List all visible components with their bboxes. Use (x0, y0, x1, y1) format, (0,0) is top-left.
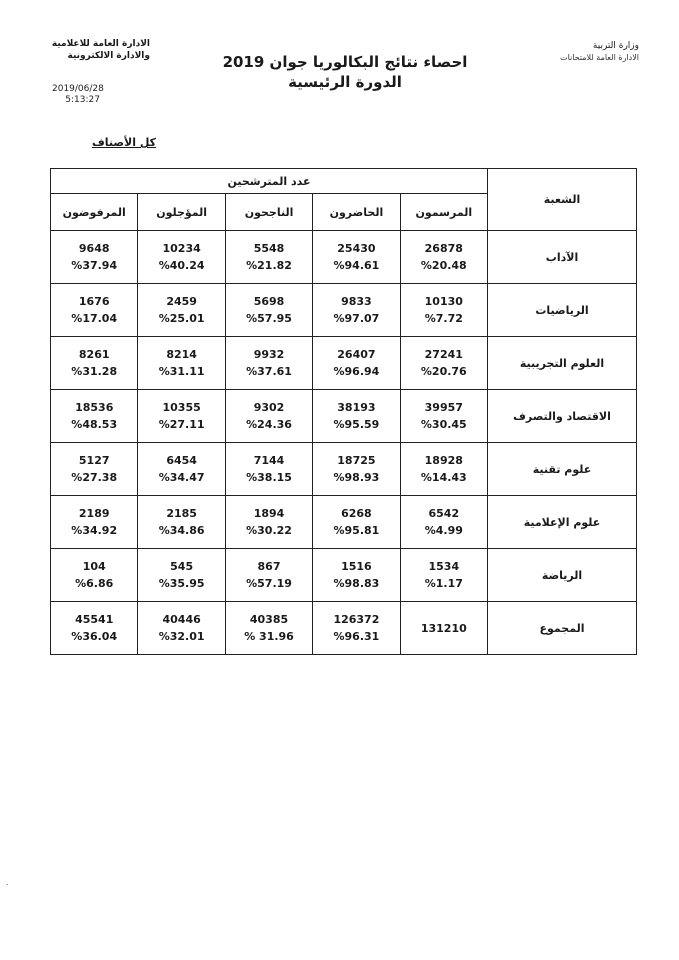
cell-percent: %6.86 (75, 577, 114, 590)
cell-percent: %57.19 (246, 577, 292, 590)
table-cell (51, 443, 138, 496)
cell-count: 9302 (253, 401, 285, 414)
cell-percent: %98.83 (333, 577, 380, 590)
issuer-left-line1: الادارة العامة للاعلامية (51, 39, 150, 49)
cell-count: 18725 (337, 454, 376, 467)
cell-count: 2459 (166, 295, 197, 308)
timestamp (52, 84, 104, 106)
cell-percent: %31.11 (158, 365, 205, 378)
cell-percent: %37.61 (246, 365, 292, 378)
cell-count: 9833 (341, 295, 372, 308)
branch-name: الرياضيات (488, 284, 637, 337)
table-cell (400, 337, 487, 390)
cell-percent: %27.38 (71, 471, 118, 484)
table-cell (313, 284, 400, 337)
cell-count: 38193 (337, 401, 376, 414)
branch-name: علوم الإعلامية (488, 496, 637, 549)
column-header: الحاضرون (313, 194, 400, 231)
cell-count: 45541 (75, 613, 114, 626)
cell-count: 1676 (78, 295, 110, 308)
document-subtitle: الدورة الرئيسية (288, 73, 402, 91)
cell-percent: %14.43 (420, 471, 467, 484)
table-cell (313, 549, 400, 602)
branch-column-header: الشعبة (488, 169, 637, 231)
table-cell (225, 284, 312, 337)
cell-percent: %30.45 (420, 418, 467, 431)
issuer-left-line2: والادارة الالكترونية (67, 51, 150, 61)
table-cell (138, 284, 225, 337)
branch-name: الرياضة (488, 549, 637, 602)
cell-percent: %32.01 (158, 630, 205, 643)
table-cell (400, 231, 487, 284)
cell-count: 9932 (253, 348, 285, 361)
table-cell (51, 390, 138, 443)
branch-name: الاقتصاد والتصرف (488, 390, 637, 443)
column-header: المرفوضون (51, 194, 138, 231)
cell-count: 40446 (162, 613, 201, 626)
cell-percent: %36.04 (71, 630, 118, 643)
column-header: المؤجلون (138, 194, 225, 231)
cell-percent: %96.31 (333, 630, 380, 643)
cell-percent: %40.24 (158, 259, 205, 272)
table-cell (51, 284, 138, 337)
cell-count: 8261 (78, 348, 110, 361)
table-cell (225, 549, 312, 602)
cell-percent: %25.01 (158, 312, 205, 325)
table-cell (51, 602, 138, 655)
table-cell (400, 443, 487, 496)
cell-count: 1516 (341, 560, 372, 573)
cell-count: 7144 (253, 454, 285, 467)
cell-count: 104 (82, 560, 106, 573)
branch-name: الآداب (488, 231, 637, 284)
cell-percent: %7.72 (424, 312, 463, 325)
cell-percent: %24.36 (246, 418, 292, 431)
table-cell (225, 390, 312, 443)
cell-percent: %31.28 (71, 365, 118, 378)
cell-count: 39957 (424, 401, 463, 414)
cell-count: 25430 (337, 242, 376, 255)
table-cell (313, 390, 400, 443)
cell-count: 18536 (75, 401, 114, 414)
table-cell (51, 496, 138, 549)
cell-percent: %38.15 (246, 471, 292, 484)
cell-count: 126372 (333, 613, 380, 626)
cell-percent: %97.07 (333, 312, 380, 325)
table-row (51, 443, 637, 496)
cell-count: 40385 (249, 613, 289, 626)
cell-percent: %95.81 (333, 524, 380, 537)
cell-percent: %21.82 (246, 259, 292, 272)
results-table (50, 168, 637, 655)
document-title: احصاء نتائج البكالوريا جوان 2019 (222, 53, 468, 71)
cell-count: 545 (170, 560, 194, 573)
print-date: 2019/06/28 (52, 84, 104, 94)
issuer-left (30, 38, 150, 62)
table-cell (138, 390, 225, 443)
cell-count: 131210 (420, 621, 467, 635)
table-cell (225, 337, 312, 390)
document-title-block (160, 52, 530, 92)
cell-percent: %35.95 (158, 577, 205, 590)
cell-count: 27241 (424, 348, 463, 361)
table-cell (138, 231, 225, 284)
cell-percent: %27.11 (158, 418, 205, 431)
table-cell (313, 337, 400, 390)
table-row (51, 549, 637, 602)
cell-count: 5127 (78, 454, 110, 467)
cell-percent: %1.17 (424, 577, 463, 590)
cell-count: 8214 (166, 348, 197, 361)
cell-count: 10234 (162, 242, 201, 255)
table-cell (225, 231, 312, 284)
cell-percent: %57.95 (246, 312, 292, 325)
table-cell (138, 443, 225, 496)
column-header: المرسمون (400, 194, 487, 231)
section-label: كل الأصناف (92, 136, 157, 149)
cell-percent: %37.94 (71, 259, 118, 272)
table-cell (138, 602, 225, 655)
cell-percent: %20.76 (420, 365, 467, 378)
cell-count: 6542 (428, 507, 460, 520)
column-header: الناجحون (225, 194, 312, 231)
table-cell (51, 549, 138, 602)
cell-count: 5548 (253, 242, 285, 255)
table-cell (313, 602, 400, 655)
table-cell (138, 337, 225, 390)
cell-percent: %4.99 (424, 524, 463, 537)
cell-count: 26878 (424, 242, 463, 255)
cell-count: 26407 (337, 348, 376, 361)
table-cell (138, 549, 225, 602)
print-time: 5:13:27 (65, 95, 100, 105)
candidates-group-header: عدد المترشحين (51, 169, 488, 194)
cell-count: 5698 (253, 295, 285, 308)
table-row (51, 231, 637, 284)
cell-percent: %95.59 (333, 418, 380, 431)
cell-count: 867 (257, 560, 281, 573)
cell-count: 1534 (428, 560, 460, 573)
cell-percent: %34.47 (158, 471, 205, 484)
cell-percent: %98.93 (333, 471, 380, 484)
table-row (51, 496, 637, 549)
table-cell (313, 496, 400, 549)
cell-count: 18928 (424, 454, 463, 467)
table-row (51, 602, 637, 655)
table-cell (313, 231, 400, 284)
table-cell (51, 231, 138, 284)
cell-percent: %34.86 (158, 524, 205, 537)
table-cell (400, 602, 487, 655)
cell-count: 1894 (253, 507, 285, 520)
table-row (51, 337, 637, 390)
cell-percent: %34.92 (71, 524, 118, 537)
cell-count: 2189 (78, 507, 110, 520)
issuer-right-line1: وزارة التربية (592, 41, 639, 51)
table-cell (225, 602, 312, 655)
branch-name: العلوم التجريبية (488, 337, 637, 390)
table-cell (400, 549, 487, 602)
branch-name: علوم تقنية (488, 443, 637, 496)
cell-count: 6268 (341, 507, 372, 520)
table-row (51, 390, 637, 443)
table-row (51, 284, 637, 337)
table-cell (51, 337, 138, 390)
cell-percent: %48.53 (71, 418, 118, 431)
cell-count: 2185 (166, 507, 197, 520)
cell-percent: %94.61 (333, 259, 380, 272)
margin-mark: . (6, 878, 9, 887)
table-cell (400, 284, 487, 337)
table-cell (138, 496, 225, 549)
cell-count: 10355 (162, 401, 201, 414)
issuer-right-line2: الادارة العامة للامتحانات (560, 53, 639, 62)
cell-percent: %30.22 (246, 524, 292, 537)
table-cell (400, 390, 487, 443)
cell-count: 6454 (166, 454, 197, 467)
cell-percent: %17.04 (71, 312, 118, 325)
table-cell (313, 443, 400, 496)
cell-percent: % 31.96 (244, 630, 294, 643)
cell-percent: %96.94 (333, 365, 380, 378)
table-cell (225, 443, 312, 496)
cell-percent: %20.48 (420, 259, 467, 272)
table-cell (225, 496, 312, 549)
branch-name: المجموع (488, 602, 637, 655)
cell-count: 10130 (424, 295, 463, 308)
cell-count: 9648 (78, 242, 110, 255)
table-cell (400, 496, 487, 549)
